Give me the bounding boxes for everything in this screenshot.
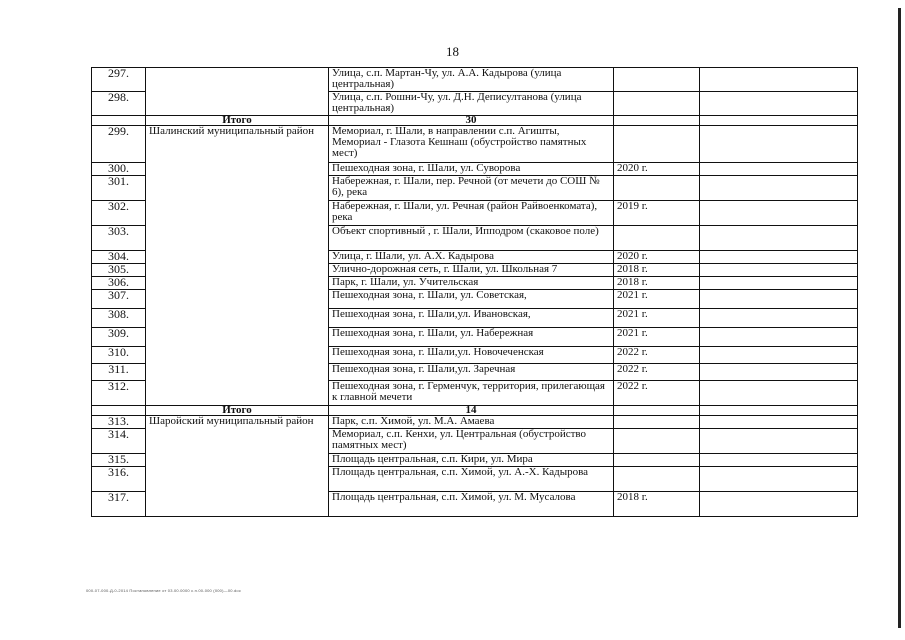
row-number: 309. [92,328,146,347]
note-cell [700,467,858,492]
object-cell: Улица, с.п. Рошни-Чу, ул. Д.Н. Деписултанова (улица центральная) [329,92,614,116]
table-row [92,416,858,429]
footer-stamp: 000-07-000-Д-0-2014 Постановление от 03.00.0000 с.п.00-000 (000)—00.doc [86,588,242,593]
note-cell [700,381,858,406]
year-cell: 2018 г. [614,277,700,290]
row-number: 306. [92,277,146,290]
row-number: 313. [92,416,146,429]
row-number: 311. [92,364,146,381]
year-cell [614,126,700,163]
row-number: 317. [92,492,146,517]
row-number: 307. [92,290,146,309]
row-number: 304. [92,251,146,264]
note-cell [700,328,858,347]
total-row [92,406,858,416]
district-cell [146,68,329,116]
year-cell: 2021 г. [614,328,700,347]
note-cell [700,454,858,467]
total-row [92,116,858,126]
object-cell: Пешеходная зона, г. Шали, ул. Набережная [329,328,614,347]
row-number: 299. [92,126,146,163]
row-number: 297. [92,68,146,92]
total-value: 14 [329,406,614,416]
note-cell [700,92,858,116]
object-cell: Объект спортивный , г. Шали, Ипподром (скаковое поле) [329,226,614,251]
note-cell [700,176,858,201]
row-number: 300. [92,163,146,176]
row-number: 316. [92,467,146,492]
table-row [92,68,858,92]
year-cell [614,176,700,201]
object-cell: Пешеходная зона, г. Герменчук, территория, прилегающая к главной мечети [329,381,614,406]
total-label: Итого [146,406,329,416]
object-cell: Набережная, г. Шали, пер. Речной (от мечети до СОШ № 6), река [329,176,614,201]
year-cell: 2020 г. [614,251,700,264]
object-cell: Парк, г. Шали, ул. Учительская [329,277,614,290]
object-cell: Площадь центральная, с.п. Кири, ул. Мира [329,454,614,467]
row-number: 298. [92,92,146,116]
object-cell: Набережная, г. Шали, ул. Речная (район Райвоенкомата), река [329,201,614,226]
page-number: 18 [446,44,459,59]
object-cell: Улица, г. Шали, ул. А.Х. Кадырова [329,251,614,264]
row-number: 305. [92,264,146,277]
row-number: 314. [92,429,146,454]
note-cell [700,163,858,176]
year-cell: 2019 г. [614,201,700,226]
object-cell: Мемориал, г. Шали, в направлении с.п. Агишты, Мемориал - Глазота Кешнаш (обустройство памятных мест) [329,126,614,163]
row-number: 302. [92,201,146,226]
total-value: 30 [329,116,614,126]
note-cell [700,347,858,364]
year-cell [614,429,700,454]
year-cell [614,416,700,429]
year-cell [614,68,700,92]
year-cell [614,454,700,467]
note-cell [700,277,858,290]
note-cell [700,251,858,264]
object-cell: Площадь центральная, с.п. Химой, ул. М. Мусалова [329,492,614,517]
object-cell: Пешеходная зона, г. Шали, ул. Советская, [329,290,614,309]
object-cell: Парк, с.п. Химой, ул. М.А. Амаева [329,416,614,429]
year-cell: 2018 г. [614,264,700,277]
note-cell [700,201,858,226]
total-label: Итого [146,116,329,126]
object-cell: Улица, с.п. Мартан-Чу, ул. А.А. Кадырова (улица центральная) [329,68,614,92]
registry-table [91,67,858,517]
year-cell: 2021 г. [614,309,700,328]
object-cell: Мемориал, с.п. Кенхи, ул. Центральная (обустройство памятных мест) [329,429,614,454]
row-number: 301. [92,176,146,201]
note-cell [700,226,858,251]
year-cell: 2018 г. [614,492,700,517]
note-cell [700,309,858,328]
year-cell: 2022 г. [614,364,700,381]
year-cell [614,92,700,116]
note-cell [700,290,858,309]
note-cell [700,126,858,163]
object-cell: Пешеходная зона, г. Шали,ул. Новочеченская [329,347,614,364]
year-cell: 2021 г. [614,290,700,309]
note-cell [700,416,858,429]
note-cell [700,264,858,277]
row-number: 315. [92,454,146,467]
object-cell: Улично-дорожная сеть, г. Шали, ул. Школьная 7 [329,264,614,277]
year-cell: 2022 г. [614,347,700,364]
district-name: Шаройский муниципальный район [146,416,329,517]
year-cell: 2022 г. [614,381,700,406]
year-cell: 2020 г. [614,163,700,176]
scan-edge-mark [898,8,901,628]
table-row [92,126,858,163]
object-cell: Пешеходная зона, г. Шали,ул. Ивановская, [329,309,614,328]
year-cell [614,467,700,492]
year-cell [614,226,700,251]
object-cell: Пешеходная зона, г. Шали,ул. Заречная [329,364,614,381]
row-number: 312. [92,381,146,406]
object-cell: Площадь центральная, с.п. Химой, ул. А.-Х. Кадырова [329,467,614,492]
district-name: Шалинский муниципальный район [146,126,329,406]
object-cell: Пешеходная зона, г. Шали, ул. Суворова [329,163,614,176]
row-number: 303. [92,226,146,251]
note-cell [700,364,858,381]
row-number: 308. [92,309,146,328]
note-cell [700,492,858,517]
row-number: 310. [92,347,146,364]
note-cell [700,429,858,454]
note-cell [700,68,858,92]
